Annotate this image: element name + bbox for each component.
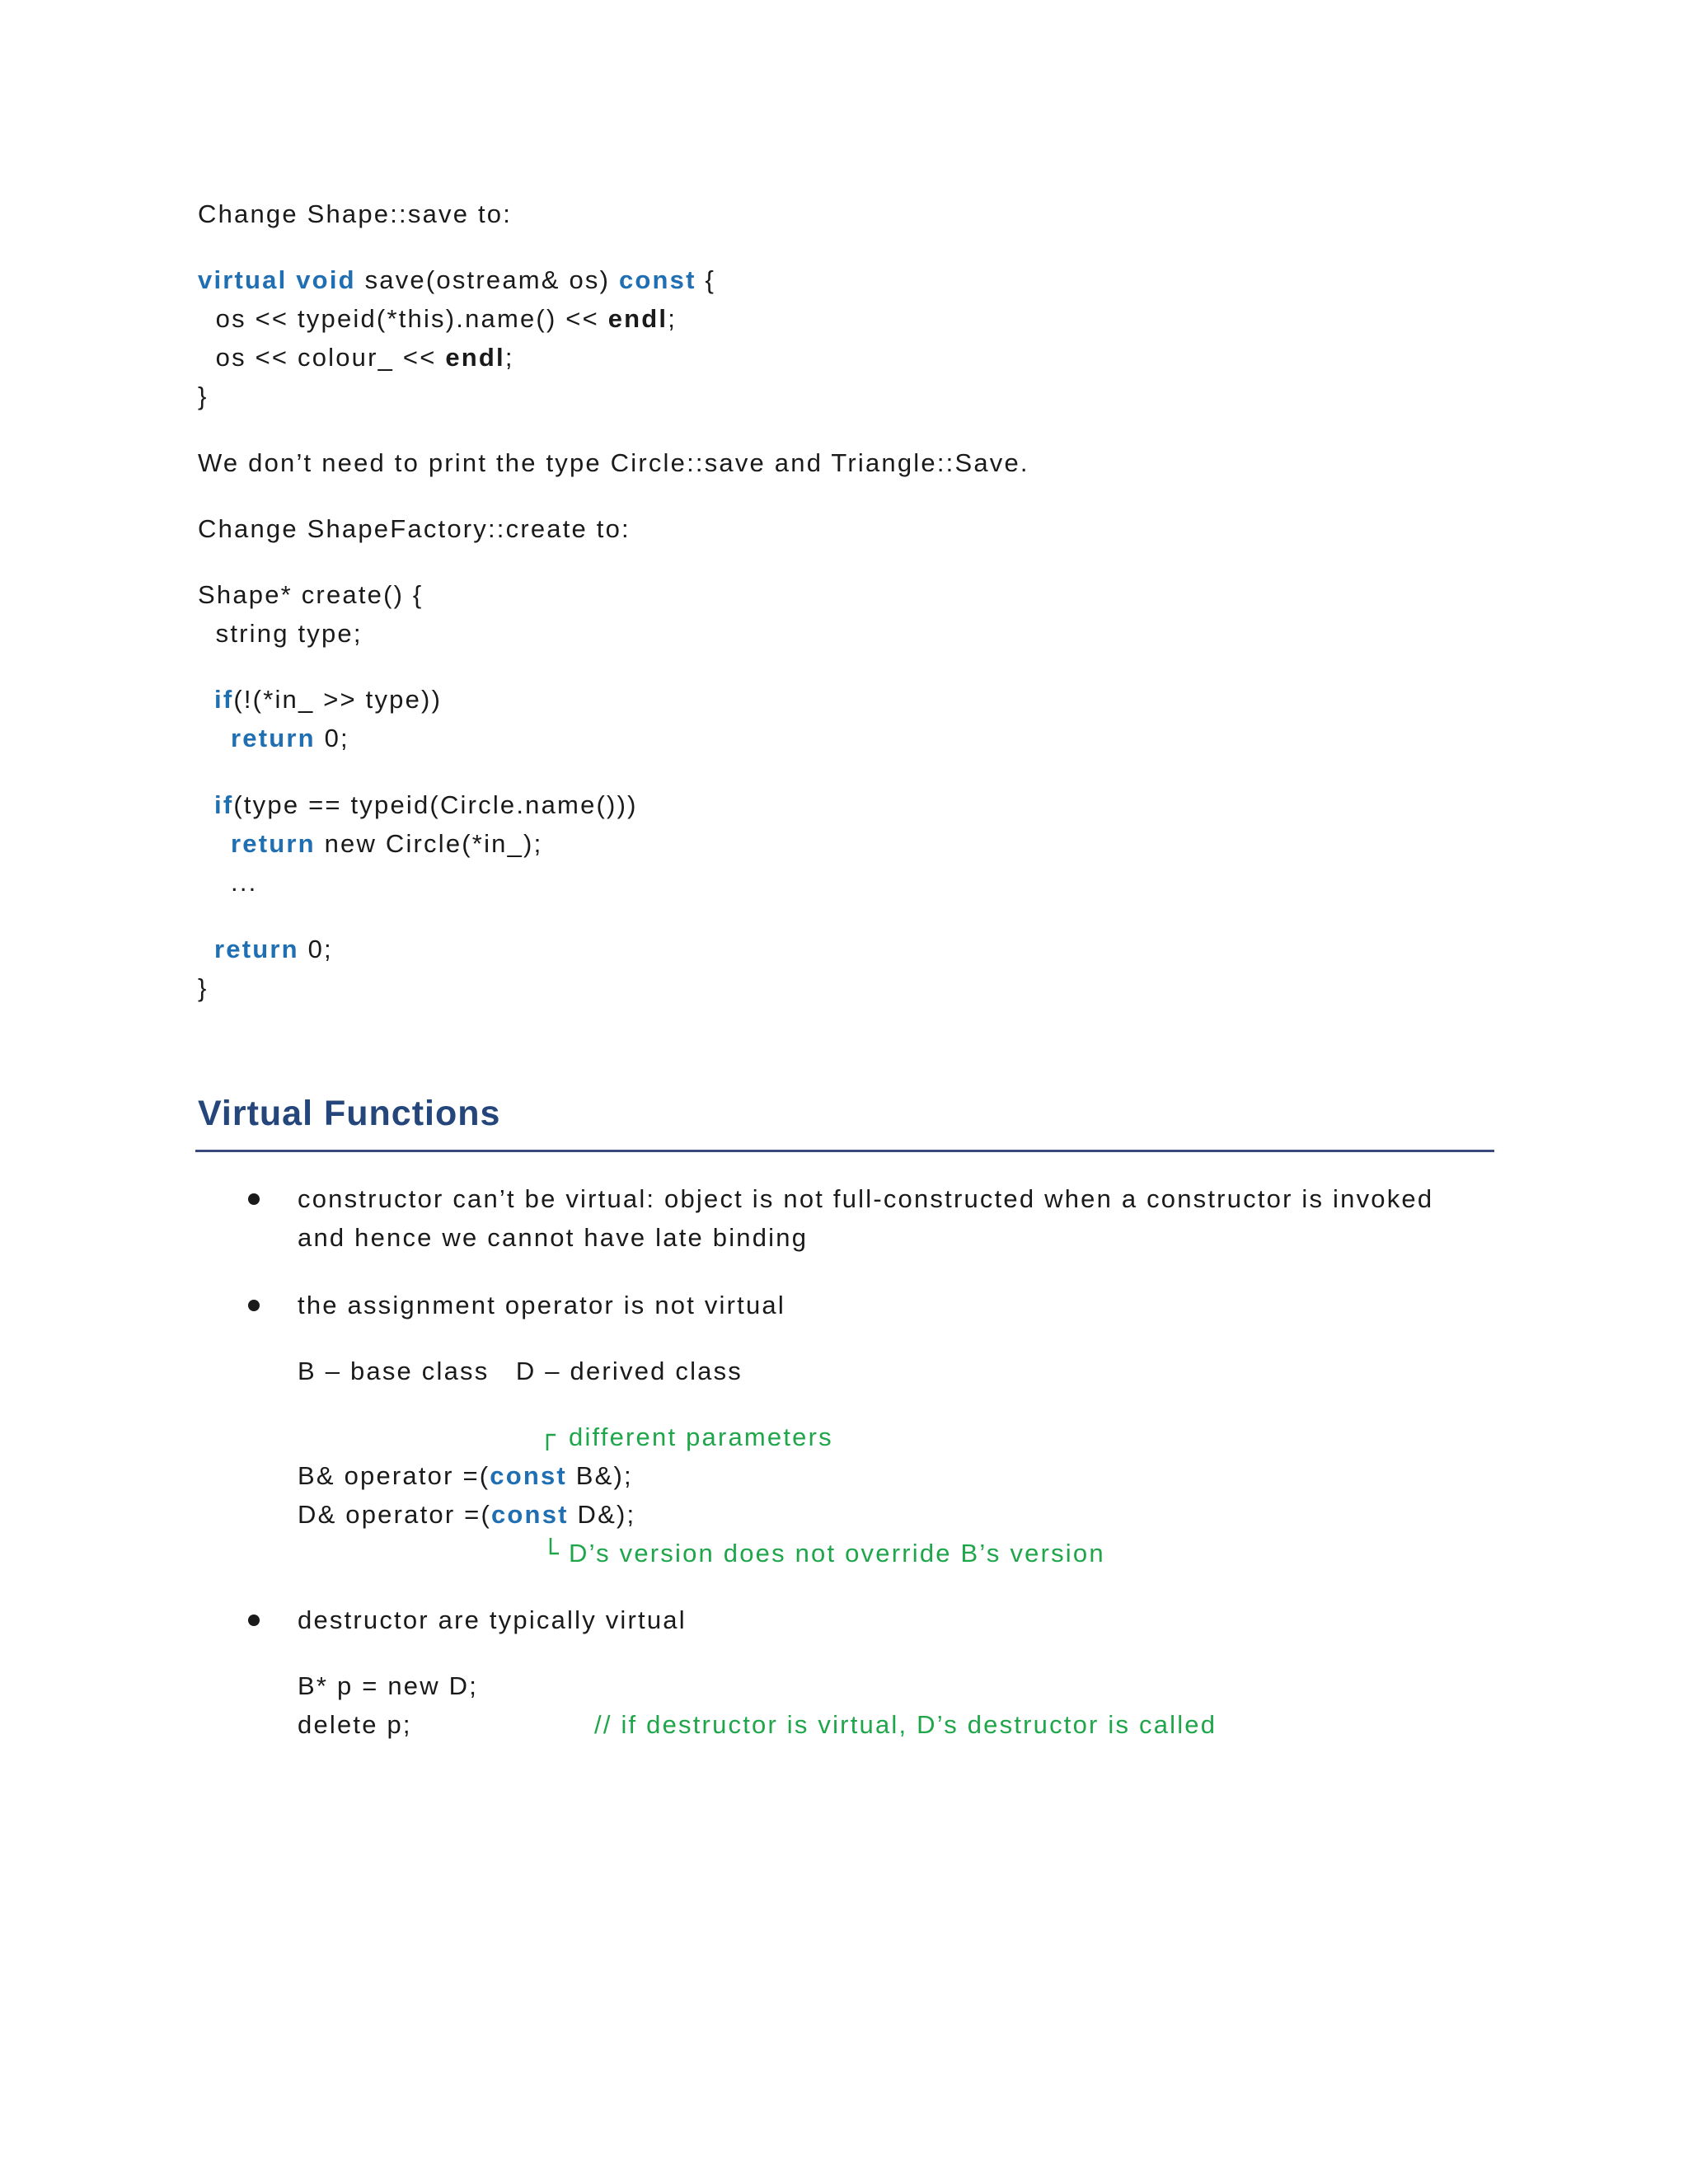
bullet-text: constructor can’t be virtual: object is not full-constructed when a constructor is invoked	[298, 1184, 1434, 1213]
code-line: }	[198, 382, 209, 410]
annotation-bottom: D’s version does not override B’s version	[569, 1539, 1105, 1568]
code-line: B* p = new D;	[298, 1671, 479, 1700]
code-line: return new Circle(*in_);	[231, 829, 543, 858]
section-heading: Virtual Functions	[198, 1094, 501, 1133]
code-line: Shape* create() {	[198, 580, 424, 609]
intro2-text: Change ShapeFactory::create to:	[198, 514, 631, 543]
code-comment: // if destructor is virtual, D’s destructor is called	[594, 1710, 1217, 1739]
code-line: }	[198, 973, 209, 1002]
annotation-top: different parameters	[569, 1422, 833, 1451]
bullet-dot	[248, 1193, 260, 1205]
code-line: delete p;	[298, 1710, 412, 1739]
code-line: ...	[231, 868, 258, 897]
bullet-text: and hence we cannot have late binding	[298, 1223, 809, 1252]
bullet-dot	[248, 1615, 260, 1626]
bullet-text: destructor are typically virtual	[298, 1605, 687, 1634]
code-line: os << colour_ << endl;	[198, 343, 514, 372]
bullet-dot	[248, 1300, 260, 1311]
bracket-bottom-icon	[549, 1538, 560, 1556]
bullet-text: the assignment operator is not virtual	[298, 1291, 785, 1319]
heading-rule	[195, 1150, 1494, 1152]
bracket-top-icon	[546, 1432, 557, 1451]
code-line: B& operator =(const B&);	[298, 1461, 633, 1490]
note-text: We don’t need to print the type Circle::save and Triangle::Save.	[198, 448, 1029, 477]
intro-text: Change Shape::save to:	[198, 199, 513, 228]
code-line: D& operator =(const D&);	[298, 1500, 636, 1529]
code-line: os << typeid(*this).name() << endl;	[198, 304, 678, 333]
code-line: return 0;	[231, 724, 349, 752]
code-line: virtual void save(ostream& os) const {	[198, 265, 716, 294]
class-legend: B – base class D – derived class	[298, 1357, 743, 1385]
code-line: if(!(*in_ >> type))	[214, 685, 443, 714]
code-line: if(type == typeid(Circle.name()))	[214, 790, 638, 819]
code-line: string type;	[198, 619, 363, 648]
code-line: return 0;	[214, 935, 333, 963]
